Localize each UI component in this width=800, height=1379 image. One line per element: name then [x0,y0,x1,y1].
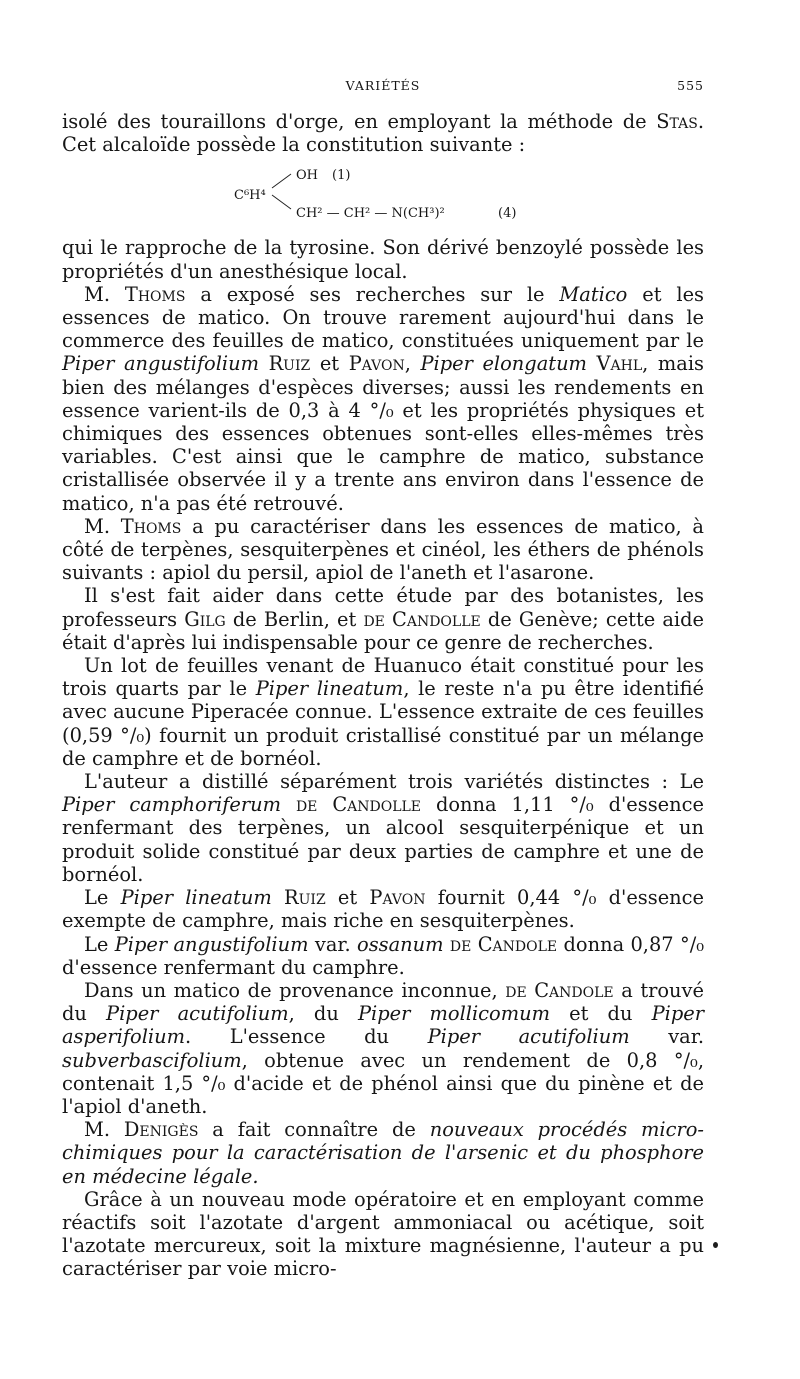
paragraph-12: Grâce à un nouveau mode opératoire et en employant comme réactifs soit l'azotate d'argent ammoniacal ou acétique, soit l'azotate mercureux, soit la mixture magnésienne, l'auteur a pu caractériser par voie micro- [62,1187,704,1281]
running-head [62,78,704,98]
author-name: Thoms [124,282,186,306]
formula-bottom-group: CH² — CH² — N(CH³)² [296,206,445,222]
formula-bonds [62,162,262,232]
page [62,0,704,1379]
formula-bottom-position: (4) [498,206,517,222]
ink-mark [713,1242,718,1248]
paragraph-6: Un lot de feuilles venant de Huanuco était constitué pour les trois quarts par le Piper lineatum, le reste n'a pu être identifié avec aucune Piperacée connue. L'essence extraite de ces feuilles (0,59 °/₀) fournit un produit cristallisé constitué par un mélange de camphre et de bornéol. [62,654,704,770]
paragraph-7: L'auteur a distillé séparément trois variétés distinctes : Le Piper camphoriferum de Candolle donna 1,11 °/₀ d'essence renfermant des terpènes, un alcool sesquiterpénique et un produit solide constitué par deux parties de camphre et une de bornéol. [62,770,704,886]
article-body [62,110,704,1281]
chemical-formula [62,162,704,232]
paragraph-2: qui le rapproche de la tyrosine. Son dérivé benzoylé possède les propriétés d'un anesthésique local. [62,236,704,283]
author-name: Denigès [123,1118,199,1142]
formula-top-position: (1) [332,168,351,184]
paragraph-1: isolé des touraillons d'orge, en employant la méthode de Stas. Cet alcaloïde possède la constitution suivante : [62,110,704,157]
paragraph-3: M. Thoms a exposé ses recherches sur le Matico et les essences de matico. On trouve rarement aujourd'hui dans le commerce des feuilles de matico, constituées uniquement par le Piper angustifolium Ruiz et Pavon, Piper elongatum Vahl, mais bien des mélanges d'espèces diverses; aussi les rendements en essence varient-ils de 0,3 à 4 °/₀ et les propriétés physiques et chimiques des essences obtenues sont-elles elles-mêmes très variables. C'est ainsi que le camphre de matico, substance cristallisée observée il y a trente ans environ dans l'essence de matico, n'a pas été retrouvé. [62,282,704,515]
paragraph-10: Dans un matico de provenance inconnue, de Candole a trouvé du Piper acutifolium, du Piper mollicomum et du Piper asperifolium. L'essence du Piper acutifolium var. subverbascifolium, obtenue avec un rendement de 0,8 °/₀, contenait 1,5 °/₀ d'acide et de phénol ainsi que du pinène et de l'apiol d'aneth. [62,978,705,1118]
formula-top-group: OH [296,168,318,184]
paragraph-8: Le Piper lineatum Ruiz et Pavon fournit 0,44 °/₀ d'essence exempte de camphre, mais riche en sesquiterpènes. [62,886,705,933]
formula-base: C⁶H⁴ [234,188,266,204]
page-number: 555 [677,78,704,93]
paragraph-4: M. Thoms a pu caractériser dans les essences de matico, à côté de terpènes, sesquiterpènes et cinéol, les éthers de phénols suivants : apiol du persil, apiol de l'aneth et l'asarone. [62,514,704,585]
cited-work-title: nouveaux procédés micro-chimiques pour la caractérisation de l'arsenic et du phosphore en médecine légale. [62,1118,704,1188]
author-name: Stas [656,110,698,133]
paragraph-9: Le Piper angustifolium var. ossanum de Candole donna 0,87 °/₀ d'essence renfermant du camphre. [62,932,704,979]
paragraph-5: Il s'est fait aider dans cette étude par des botanistes, les professeurs Gilg de Berlin, et de Candolle de Genève; cette aide était d'après lui indispensable pour ce genre de recherches. [62,584,705,654]
author-name: Thoms [120,514,182,538]
paragraph-11: M. Denigès a fait connaître de nouveaux procédés micro-chimiques pour la caractérisation de l'arsenic et du phosphore en médecine légale. [62,1118,704,1188]
running-title: VARIÉTÉS [345,78,421,93]
